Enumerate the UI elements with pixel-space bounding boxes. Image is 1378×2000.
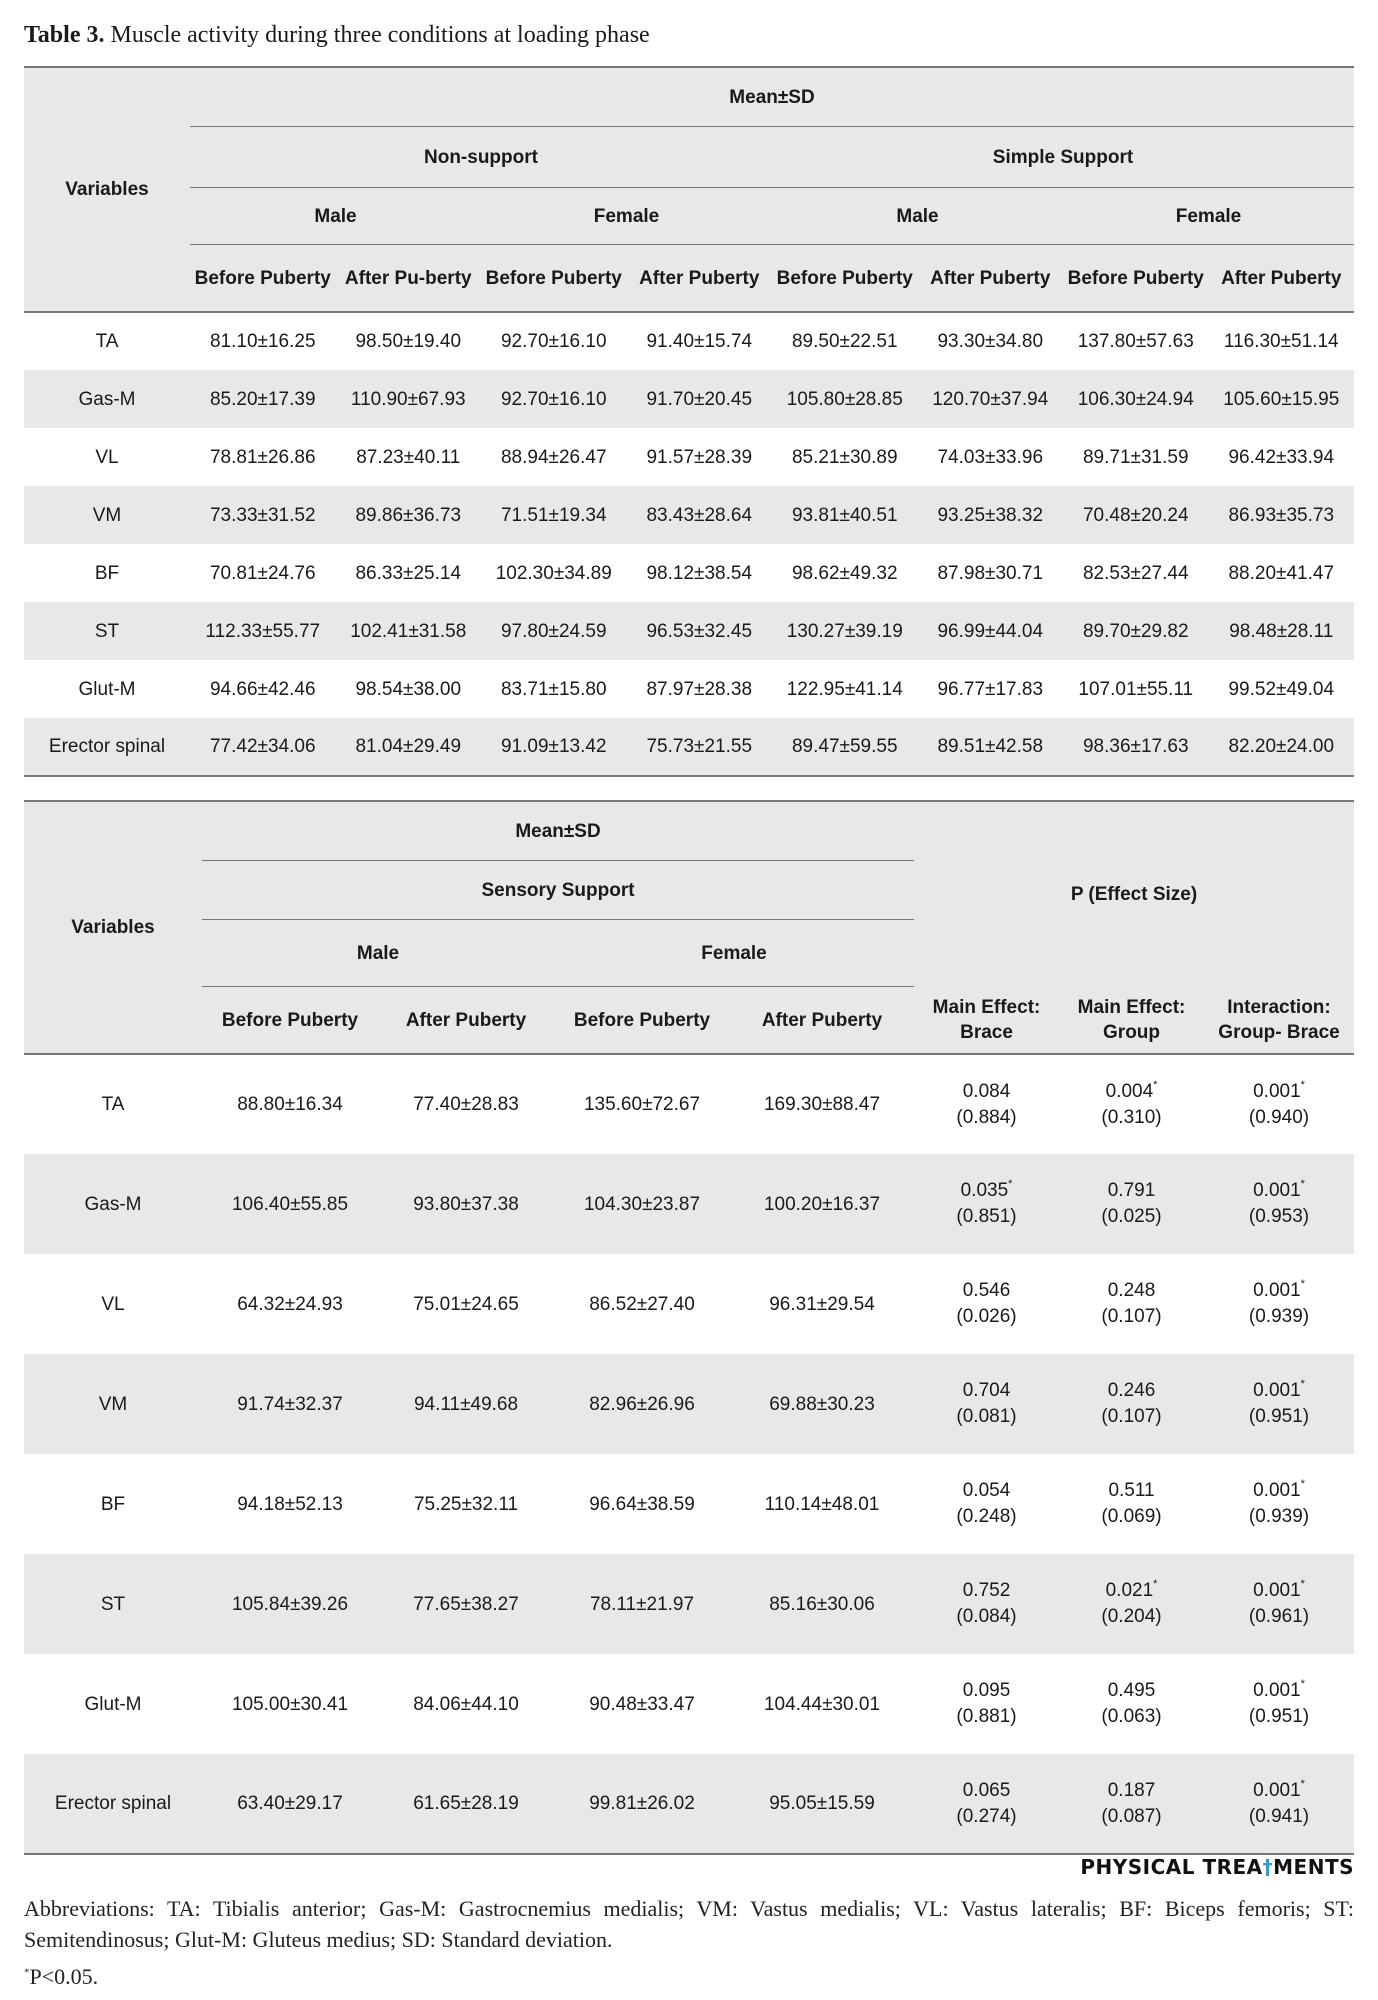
table-row bbox=[24, 1654, 1354, 1754]
p-value-cell bbox=[1204, 1554, 1354, 1654]
caption-text: Muscle activity during three conditions at loading phase bbox=[110, 22, 650, 48]
effect-size: (0.951) bbox=[1248, 1406, 1310, 1427]
p-value: 0.001 bbox=[1253, 1480, 1301, 1501]
mean-sd-cell: 99.52±49.04 bbox=[1228, 678, 1335, 700]
table-row bbox=[24, 660, 1354, 718]
period-header: After Puberty bbox=[405, 1009, 527, 1031]
mean-sd-cell: 78.11±21.97 bbox=[589, 1593, 695, 1615]
table-row bbox=[24, 718, 1354, 776]
mean-sd-cell: 89.51±42.58 bbox=[937, 736, 1044, 757]
mean-sd-cell: 70.48±20.24 bbox=[1082, 504, 1189, 526]
mean-sd-cell: 91.70±20.45 bbox=[646, 388, 753, 410]
variable-name: VL bbox=[95, 446, 119, 468]
mean-sd-cell: 92.70±16.10 bbox=[500, 331, 607, 352]
significance-mark: * bbox=[1300, 1678, 1305, 1690]
table-row bbox=[24, 1054, 1354, 1154]
mean-sd-cell: 116.30±51.14 bbox=[1223, 331, 1339, 352]
mean-sd-cell: 83.43±28.64 bbox=[646, 504, 753, 526]
p-value-cell bbox=[914, 1154, 1059, 1254]
p-value: 0.021 bbox=[1105, 1580, 1154, 1601]
variable-name: TA bbox=[101, 1094, 125, 1115]
p-value: 0.084 bbox=[962, 1080, 1011, 1102]
mean-sd-cell: 82.96±26.96 bbox=[589, 1393, 695, 1415]
variables-header: Variables bbox=[65, 179, 149, 200]
effect-size: (0.107) bbox=[1101, 1406, 1162, 1427]
p-value: 0.187 bbox=[1107, 1779, 1156, 1801]
p-value: 0.035 bbox=[960, 1180, 1009, 1201]
p-value: 0.065 bbox=[962, 1779, 1011, 1801]
significance-mark: * bbox=[1300, 1078, 1305, 1091]
mean-sd-cell: 63.40±29.17 bbox=[237, 1793, 343, 1814]
variable-name: ST bbox=[94, 620, 120, 642]
variable-name: Erector spinal bbox=[48, 736, 166, 757]
mean-sd-cell: 98.12±38.54 bbox=[646, 562, 753, 584]
mean-sd-cell: 100.20±16.37 bbox=[763, 1193, 881, 1215]
effect-size: (0.940) bbox=[1248, 1106, 1310, 1128]
p-value: 0.095 bbox=[962, 1680, 1011, 1701]
mean-sd-cell: 112.33±55.77 bbox=[205, 620, 321, 642]
sex-header: Male bbox=[190, 188, 481, 245]
p-value: 0.546 bbox=[962, 1280, 1011, 1301]
period-header: Before Puberty bbox=[776, 267, 913, 289]
mean-sd-cell: 90.48±33.47 bbox=[589, 1693, 695, 1715]
mean-sd-cell: 74.03±33.96 bbox=[937, 446, 1044, 468]
mean-sd-cell: 91.74±32.37 bbox=[237, 1393, 343, 1415]
mean-sd-cell: 98.48±28.11 bbox=[1229, 620, 1334, 642]
mean-sd-cell: 96.53±32.45 bbox=[646, 620, 753, 642]
effect-size: (0.087) bbox=[1101, 1805, 1162, 1827]
mean-sd-cell: 93.81±40.51 bbox=[791, 504, 898, 526]
sex-header: Female bbox=[1063, 188, 1354, 245]
mean-sd-cell: 104.44±30.01 bbox=[763, 1693, 881, 1715]
p-value: 0.001 bbox=[1253, 1080, 1301, 1102]
mean-sd-cell: 85.21±30.89 bbox=[791, 446, 898, 468]
sex-header: Male bbox=[202, 920, 554, 987]
variable-name: Gas-M bbox=[78, 388, 136, 410]
variable-name: ST bbox=[100, 1593, 126, 1615]
caption-label: Table 3. bbox=[24, 22, 105, 48]
period-header: After Puberty bbox=[930, 267, 1051, 289]
mean-sd-header: Mean±SD bbox=[190, 67, 1354, 127]
p-value: 0.704 bbox=[962, 1380, 1011, 1401]
mean-sd-cell: 91.57±28.39 bbox=[646, 446, 753, 468]
effect-size: (0.939) bbox=[1248, 1306, 1310, 1327]
mean-sd-cell: 135.60±72.67 bbox=[583, 1094, 701, 1115]
variable-name: Erector spinal bbox=[54, 1793, 172, 1814]
p-value: 0.495 bbox=[1107, 1680, 1156, 1701]
mean-sd-cell: 96.42±33.94 bbox=[1228, 446, 1335, 468]
mean-sd-header: Mean±SD bbox=[202, 801, 914, 861]
mean-sd-cell: 64.32±24.93 bbox=[237, 1293, 343, 1315]
p-value-cell bbox=[914, 1254, 1059, 1354]
mean-sd-cell: 83.71±15.80 bbox=[500, 678, 607, 700]
table-row bbox=[24, 1754, 1354, 1854]
p-value: 0.246 bbox=[1107, 1380, 1156, 1401]
table-row bbox=[24, 312, 1354, 370]
mean-sd-cell: 88.20±41.47 bbox=[1228, 562, 1335, 584]
table-row bbox=[24, 486, 1354, 544]
mean-sd-cell: 88.94±26.47 bbox=[500, 446, 607, 468]
effect-size: (0.951) bbox=[1248, 1706, 1310, 1727]
significance-mark: * bbox=[1300, 1578, 1305, 1590]
table-row bbox=[24, 370, 1354, 428]
mean-sd-cell: 107.01±55.11 bbox=[1078, 678, 1194, 700]
mean-sd-cell: 85.16±30.06 bbox=[769, 1593, 875, 1615]
table-row bbox=[24, 1154, 1354, 1254]
period-header: Before Puberty bbox=[485, 267, 622, 289]
table-row bbox=[24, 544, 1354, 602]
table-row bbox=[24, 1354, 1354, 1454]
mean-sd-cell: 137.80±57.63 bbox=[1077, 331, 1194, 352]
effect-header: Main Effect: Brace bbox=[932, 996, 1041, 1043]
effect-size: (0.069) bbox=[1101, 1506, 1162, 1527]
mean-sd-cell: 93.30±34.80 bbox=[937, 331, 1044, 352]
period-header: After Puberty bbox=[761, 1009, 883, 1031]
p-value: 0.001 bbox=[1253, 1380, 1301, 1401]
effect-size: (0.310) bbox=[1101, 1106, 1162, 1128]
p-value-cell bbox=[1059, 1754, 1204, 1854]
mean-sd-cell: 69.88±30.23 bbox=[769, 1393, 875, 1415]
mean-sd-cell: 98.62±49.32 bbox=[791, 562, 898, 584]
sex-header: Male bbox=[772, 188, 1063, 245]
effect-size: (0.025) bbox=[1101, 1206, 1162, 1227]
p-value-cell bbox=[1059, 1454, 1204, 1554]
effect-size: (0.026) bbox=[956, 1306, 1017, 1327]
mean-sd-cell: 110.14±48.01 bbox=[764, 1493, 880, 1515]
significance-mark: * bbox=[1153, 1078, 1158, 1091]
table-row bbox=[24, 428, 1354, 486]
mean-sd-cell: 104.30±23.87 bbox=[583, 1193, 701, 1215]
p-value-cell bbox=[1204, 1154, 1354, 1254]
variables-header: Variables bbox=[71, 917, 155, 938]
effect-size: (0.274) bbox=[956, 1805, 1017, 1827]
significance-mark: * bbox=[1300, 1777, 1305, 1790]
effect-size: (0.953) bbox=[1248, 1206, 1310, 1227]
effect-size: (0.107) bbox=[1101, 1306, 1162, 1327]
mean-sd-cell: 81.10±16.25 bbox=[209, 331, 316, 352]
mean-sd-cell: 89.86±36.73 bbox=[355, 504, 462, 526]
mean-sd-cell: 82.20±24.00 bbox=[1228, 736, 1335, 757]
mean-sd-cell: 91.40±15.74 bbox=[646, 331, 753, 352]
mean-sd-cell: 92.70±16.10 bbox=[500, 388, 607, 410]
significance-mark: * bbox=[1300, 1178, 1305, 1190]
period-header: Before Puberty bbox=[1067, 267, 1204, 289]
significance-mark: * bbox=[1300, 1278, 1305, 1290]
variable-name: Glut-M bbox=[84, 1693, 142, 1715]
significance-mark: * bbox=[1008, 1178, 1013, 1190]
period-header: Before Puberty bbox=[573, 1009, 711, 1031]
mean-sd-cell: 89.50±22.51 bbox=[791, 331, 898, 352]
mean-sd-cell: 71.51±19.34 bbox=[500, 504, 607, 526]
mean-sd-cell: 98.36±17.63 bbox=[1082, 736, 1189, 757]
table-row bbox=[24, 1454, 1354, 1554]
mean-sd-cell: 96.64±38.59 bbox=[589, 1493, 695, 1515]
period-header: After Puberty bbox=[639, 267, 760, 289]
mean-sd-cell: 81.04±29.49 bbox=[355, 736, 462, 757]
period-header: Before Puberty bbox=[194, 267, 331, 289]
p-value-cell bbox=[914, 1754, 1059, 1854]
p-effect-size-header: P (Effect Size) bbox=[1070, 883, 1198, 905]
mean-sd-cell: 86.33±25.14 bbox=[355, 562, 462, 584]
mean-sd-cell: 96.99±44.04 bbox=[937, 620, 1044, 642]
table-caption bbox=[24, 22, 650, 49]
mean-sd-cell: 98.54±38.00 bbox=[355, 678, 462, 700]
mean-sd-cell: 102.30±34.89 bbox=[495, 562, 612, 584]
mean-sd-cell: 87.97±28.38 bbox=[646, 678, 753, 700]
p-value: 0.001 bbox=[1253, 1580, 1301, 1601]
variable-name: VM bbox=[98, 1393, 128, 1415]
effect-size: (0.851) bbox=[956, 1206, 1017, 1227]
mean-sd-cell: 94.66±42.46 bbox=[209, 678, 316, 700]
effect-size: (0.084) bbox=[956, 1606, 1017, 1627]
p-value-cell bbox=[1059, 1254, 1204, 1354]
variable-name: TA bbox=[95, 331, 119, 352]
p-value-cell bbox=[1204, 1254, 1354, 1354]
mean-sd-cell: 77.40±28.83 bbox=[413, 1094, 519, 1115]
mean-sd-cell: 82.53±27.44 bbox=[1082, 562, 1189, 584]
mean-sd-cell: 120.70±37.94 bbox=[932, 388, 1049, 410]
effect-size: (0.081) bbox=[956, 1406, 1017, 1427]
p-value-cell bbox=[914, 1454, 1059, 1554]
p-value-cell bbox=[1059, 1554, 1204, 1654]
variable-name: VL bbox=[101, 1293, 125, 1315]
period-header: After Pu-berty bbox=[344, 267, 472, 289]
p-value-cell bbox=[1059, 1154, 1204, 1254]
mean-sd-cell: 97.80±24.59 bbox=[500, 620, 607, 642]
period-header: Before Puberty bbox=[221, 1009, 359, 1031]
significance-footnote: *P<0.05. bbox=[24, 1964, 99, 1989]
mean-sd-cell: 84.06±44.10 bbox=[413, 1693, 519, 1715]
mean-sd-cell: 105.60±15.95 bbox=[1223, 388, 1340, 410]
mean-sd-cell: 169.30±88.47 bbox=[763, 1094, 881, 1115]
effect-header: Interaction: Group- Brace bbox=[1218, 996, 1340, 1043]
effect-size: (0.881) bbox=[956, 1706, 1017, 1727]
mean-sd-cell: 106.40±55.85 bbox=[231, 1193, 349, 1215]
table-row bbox=[24, 1554, 1354, 1654]
variable-name: BF bbox=[94, 562, 120, 584]
variable-name: Glut-M bbox=[78, 678, 136, 700]
significance-mark: * bbox=[1153, 1578, 1158, 1590]
p-value: 0.511 bbox=[1108, 1480, 1155, 1501]
p-value: 0.248 bbox=[1107, 1280, 1156, 1301]
mean-sd-cell: 106.30±24.94 bbox=[1077, 388, 1194, 410]
p-value: 0.001 bbox=[1253, 1779, 1301, 1801]
mean-sd-cell: 105.84±39.26 bbox=[231, 1593, 349, 1615]
mean-sd-cell: 96.31±29.54 bbox=[769, 1293, 875, 1315]
period-header: After Puberty bbox=[1221, 267, 1342, 289]
effect-size: (0.961) bbox=[1248, 1606, 1310, 1627]
abbreviations-footnote: Abbreviations: TA: Tibialis anterior; Gas-M: Gastrocnemius medialis; VM: Vastus medialis; VL: Vastus lateralis; BF: Biceps femoris; ST: Semitendinosus; Glut-M: Gluteus medius; SD: Standard deviation. bbox=[24, 1896, 1354, 1952]
effect-header: Main Effect: Group bbox=[1077, 996, 1186, 1043]
mean-sd-cell: 75.25±32.11 bbox=[413, 1493, 519, 1515]
mean-sd-cell: 105.00±30.41 bbox=[231, 1693, 349, 1715]
p-value-cell bbox=[914, 1654, 1059, 1754]
variable-name: VM bbox=[92, 504, 122, 526]
sex-header: Female bbox=[481, 188, 772, 245]
mean-sd-cell: 70.81±24.76 bbox=[209, 562, 316, 584]
mean-sd-cell: 95.05±15.59 bbox=[769, 1793, 875, 1814]
mean-sd-cell: 86.52±27.40 bbox=[589, 1293, 695, 1315]
mean-sd-cell: 94.18±52.13 bbox=[237, 1493, 343, 1515]
p-value: 0.752 bbox=[962, 1580, 1011, 1601]
effect-size: (0.063) bbox=[1101, 1706, 1162, 1727]
mean-sd-cell: 122.95±41.14 bbox=[786, 678, 903, 700]
p-value: 0.054 bbox=[962, 1480, 1011, 1501]
mean-sd-cell: 102.41±31.58 bbox=[350, 620, 467, 642]
mean-sd-cell: 88.80±16.34 bbox=[237, 1094, 343, 1115]
mean-sd-cell: 99.81±26.02 bbox=[589, 1793, 695, 1814]
variable-name: BF bbox=[100, 1493, 126, 1515]
p-value-cell bbox=[1059, 1654, 1204, 1754]
p-value-cell bbox=[914, 1554, 1059, 1654]
mean-sd-cell: 78.81±26.86 bbox=[209, 446, 316, 468]
p-value: 0.001 bbox=[1253, 1680, 1301, 1701]
mean-sd-cell: 89.47±59.55 bbox=[791, 736, 898, 757]
condition-header-non-support: Non-support bbox=[190, 127, 772, 188]
mean-sd-cell: 93.80±37.38 bbox=[413, 1193, 519, 1215]
mean-sd-cell: 96.77±17.83 bbox=[937, 678, 1044, 700]
effect-size: (0.204) bbox=[1101, 1606, 1162, 1627]
mean-sd-cell: 94.11±49.68 bbox=[413, 1393, 519, 1415]
mean-sd-cell: 93.25±38.32 bbox=[937, 504, 1044, 526]
variable-name: Gas-M bbox=[84, 1193, 142, 1215]
mean-sd-cell: 77.42±34.06 bbox=[209, 736, 316, 757]
mean-sd-cell: 85.20±17.39 bbox=[209, 388, 316, 410]
mean-sd-cell: 91.09±13.42 bbox=[500, 736, 607, 757]
table-sensory-support bbox=[24, 800, 1354, 1855]
significance-mark: * bbox=[1300, 1378, 1305, 1390]
mean-sd-cell: 86.93±35.73 bbox=[1228, 504, 1335, 526]
p-value-cell bbox=[914, 1354, 1059, 1454]
table-row bbox=[24, 1254, 1354, 1354]
mean-sd-cell: 89.70±29.82 bbox=[1082, 620, 1189, 642]
table-non-simple-support bbox=[24, 66, 1354, 777]
mean-sd-cell: 87.98±30.71 bbox=[937, 562, 1044, 584]
p-value-cell bbox=[1204, 1354, 1354, 1454]
mean-sd-cell: 77.65±38.27 bbox=[413, 1593, 519, 1615]
cross-icon: † bbox=[1262, 1855, 1274, 1879]
p-value-cell bbox=[1204, 1454, 1354, 1554]
mean-sd-cell: 130.27±39.19 bbox=[786, 620, 903, 642]
significance-mark: * bbox=[24, 1966, 30, 1979]
p-value: 0.791 bbox=[1107, 1180, 1156, 1201]
sex-header: Female bbox=[554, 920, 914, 987]
p-value-cell bbox=[1204, 1054, 1354, 1154]
significance-mark: * bbox=[1300, 1478, 1305, 1490]
mean-sd-cell: 61.65±28.19 bbox=[413, 1793, 519, 1814]
mean-sd-cell: 105.80±28.85 bbox=[786, 388, 903, 410]
effect-size: (0.884) bbox=[956, 1106, 1017, 1128]
condition-header-simple-support: Simple Support bbox=[772, 127, 1354, 188]
mean-sd-cell: 75.01±24.65 bbox=[413, 1293, 519, 1315]
condition-header-sensory-support: Sensory Support bbox=[202, 861, 914, 920]
mean-sd-cell: 73.33±31.52 bbox=[209, 504, 316, 526]
mean-sd-cell: 75.73±21.55 bbox=[646, 736, 753, 757]
journal-logo: PHYSICAL TREA†MENTS bbox=[1080, 1855, 1354, 1879]
p-value-cell bbox=[914, 1054, 1059, 1154]
p-value: 0.004 bbox=[1105, 1080, 1154, 1102]
p-value-cell bbox=[1204, 1754, 1354, 1854]
table-row bbox=[24, 602, 1354, 660]
p-value-cell bbox=[1059, 1354, 1204, 1454]
mean-sd-cell: 110.90±67.93 bbox=[350, 388, 466, 410]
p-value: 0.001 bbox=[1253, 1280, 1301, 1301]
p-value: 0.001 bbox=[1253, 1180, 1301, 1201]
effect-size: (0.939) bbox=[1248, 1506, 1310, 1527]
effect-size: (0.941) bbox=[1248, 1805, 1310, 1827]
p-value-cell bbox=[1204, 1654, 1354, 1754]
mean-sd-cell: 98.50±19.40 bbox=[355, 331, 462, 352]
mean-sd-cell: 87.23±40.11 bbox=[356, 446, 461, 468]
effect-size: (0.248) bbox=[956, 1506, 1017, 1527]
mean-sd-cell: 89.71±31.59 bbox=[1082, 446, 1189, 468]
p-value-cell bbox=[1059, 1054, 1204, 1154]
